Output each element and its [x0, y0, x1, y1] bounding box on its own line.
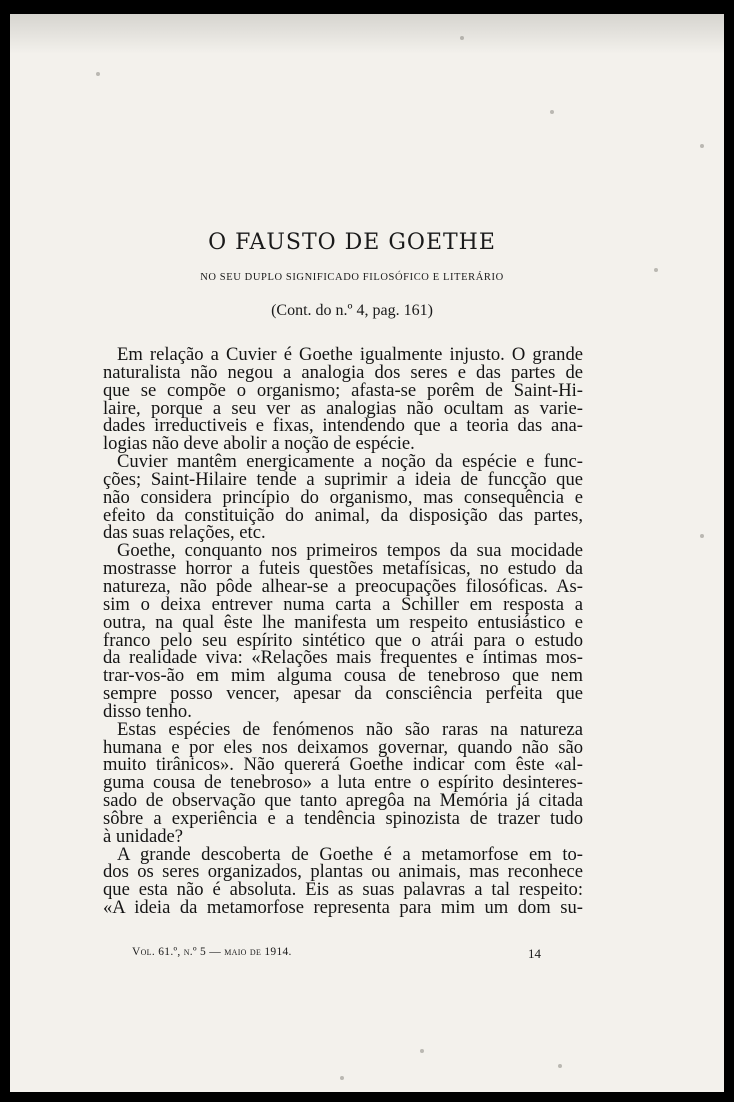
body-line: natureza, não pôde alhear-se a preocupações filosóficas. As-: [103, 575, 583, 597]
body-line: A grande descoberta de Goethe é a metamorfose em to-: [117, 843, 583, 865]
body-line: logias não deve abolir a noção de espécie.: [103, 433, 415, 455]
body-line: que esta não é absoluta. Eis as suas palavras a tal respeito:: [103, 879, 583, 901]
page-edge-shadow: [10, 14, 724, 54]
body-line: sim o deixa entrever numa carta a Schiller em resposta a: [103, 593, 583, 615]
body-line: dos os seres organizados, plantas ou animais, mas reconhece: [103, 861, 583, 883]
dust-speck: [420, 1049, 424, 1053]
dust-speck: [558, 1064, 562, 1068]
dust-speck: [340, 1076, 344, 1080]
body-line: trar-vos-ão em mim alguma cousa de tenebroso que nem: [103, 665, 583, 687]
body-line: que se compõe o organismo; afasta-se porêm de Saint-Hi-: [103, 379, 583, 401]
dust-speck: [96, 72, 100, 76]
body-line: mostrasse horror a futeis questões metafísicas, no estudo da: [103, 558, 583, 580]
body-line: sado de observação que tanto apregôa na Memória já citada: [103, 790, 583, 812]
body-line: não considera princípio do organismo, mas consequência e: [103, 486, 583, 508]
body-line: sôbre a experiência e a tendência spinozista de trazer tudo: [103, 807, 583, 829]
body-line: à unidade?: [103, 825, 184, 847]
body-line: outra, na qual êste lhe manifesta um respeito entusiástico e: [103, 611, 583, 633]
body-line: «A ideia da metamorfose representa para mim um dom su-: [103, 897, 583, 919]
page-number: 14: [528, 946, 541, 961]
dust-speck: [460, 36, 464, 40]
body-line: guma cousa de tenebroso» a luta entre o espírito desinteres-: [103, 772, 583, 794]
document-page: [10, 14, 724, 1092]
body-line: laire, porque a seu ver as analogias não ocultam as varie-: [103, 397, 583, 419]
continuation-note: (Cont. do n.º 4, pag. 161): [271, 302, 433, 319]
volume-footer: Vol. 61.º, n.º 5 — maio de 1914.: [132, 946, 292, 958]
article-subtitle: NO SEU DUPLO SIGNIFICADO FILOSÓFICO E LITERÁRIO: [200, 272, 504, 283]
dust-speck: [550, 110, 554, 114]
dust-speck: [700, 534, 704, 538]
body-line: muito tirânicos». Não quererá Goethe indicar com êste «al-: [103, 754, 583, 776]
body-line: Estas espécies de fenómenos não são raras na natureza: [117, 718, 583, 740]
body-line: da realidade viva: «Relações mais frequentes e íntimas mos-: [103, 647, 583, 669]
body-line: naturalista não negou a analogia dos seres e das partes de: [103, 361, 583, 383]
body-line: sempre posso vencer, apesar da consciência perfeita que: [103, 683, 583, 705]
body-line: Cuvier mantêm energicamente a noção da espécie e func-: [117, 451, 583, 473]
article-body: [103, 346, 583, 917]
body-line: dades irreductiveis e fixas, intendendo que a teoria das ana-: [103, 415, 583, 437]
body-line: franco pelo seu espírito sintético que o atrái para o estudo: [103, 629, 583, 651]
body-line: humana e por eles nos deixamos governar, quando não são: [103, 736, 583, 758]
body-line: ções; Saint-Hilaire tende a suprimir a ideia de funcção que: [103, 468, 583, 490]
body-line: Goethe, conquanto nos primeiros tempos da sua mocidade: [117, 540, 583, 562]
body-line: das suas relações, etc.: [103, 522, 266, 544]
body-line: disso tenho.: [103, 700, 192, 722]
body-line: efeito da constituição do animal, da disposição das partes,: [103, 504, 583, 526]
dust-speck: [700, 144, 704, 148]
article-title: O FAUSTO DE GOETHE: [208, 230, 496, 255]
body-line: Em relação a Cuvier é Goethe igualmente injusto. O grande: [117, 344, 583, 365]
